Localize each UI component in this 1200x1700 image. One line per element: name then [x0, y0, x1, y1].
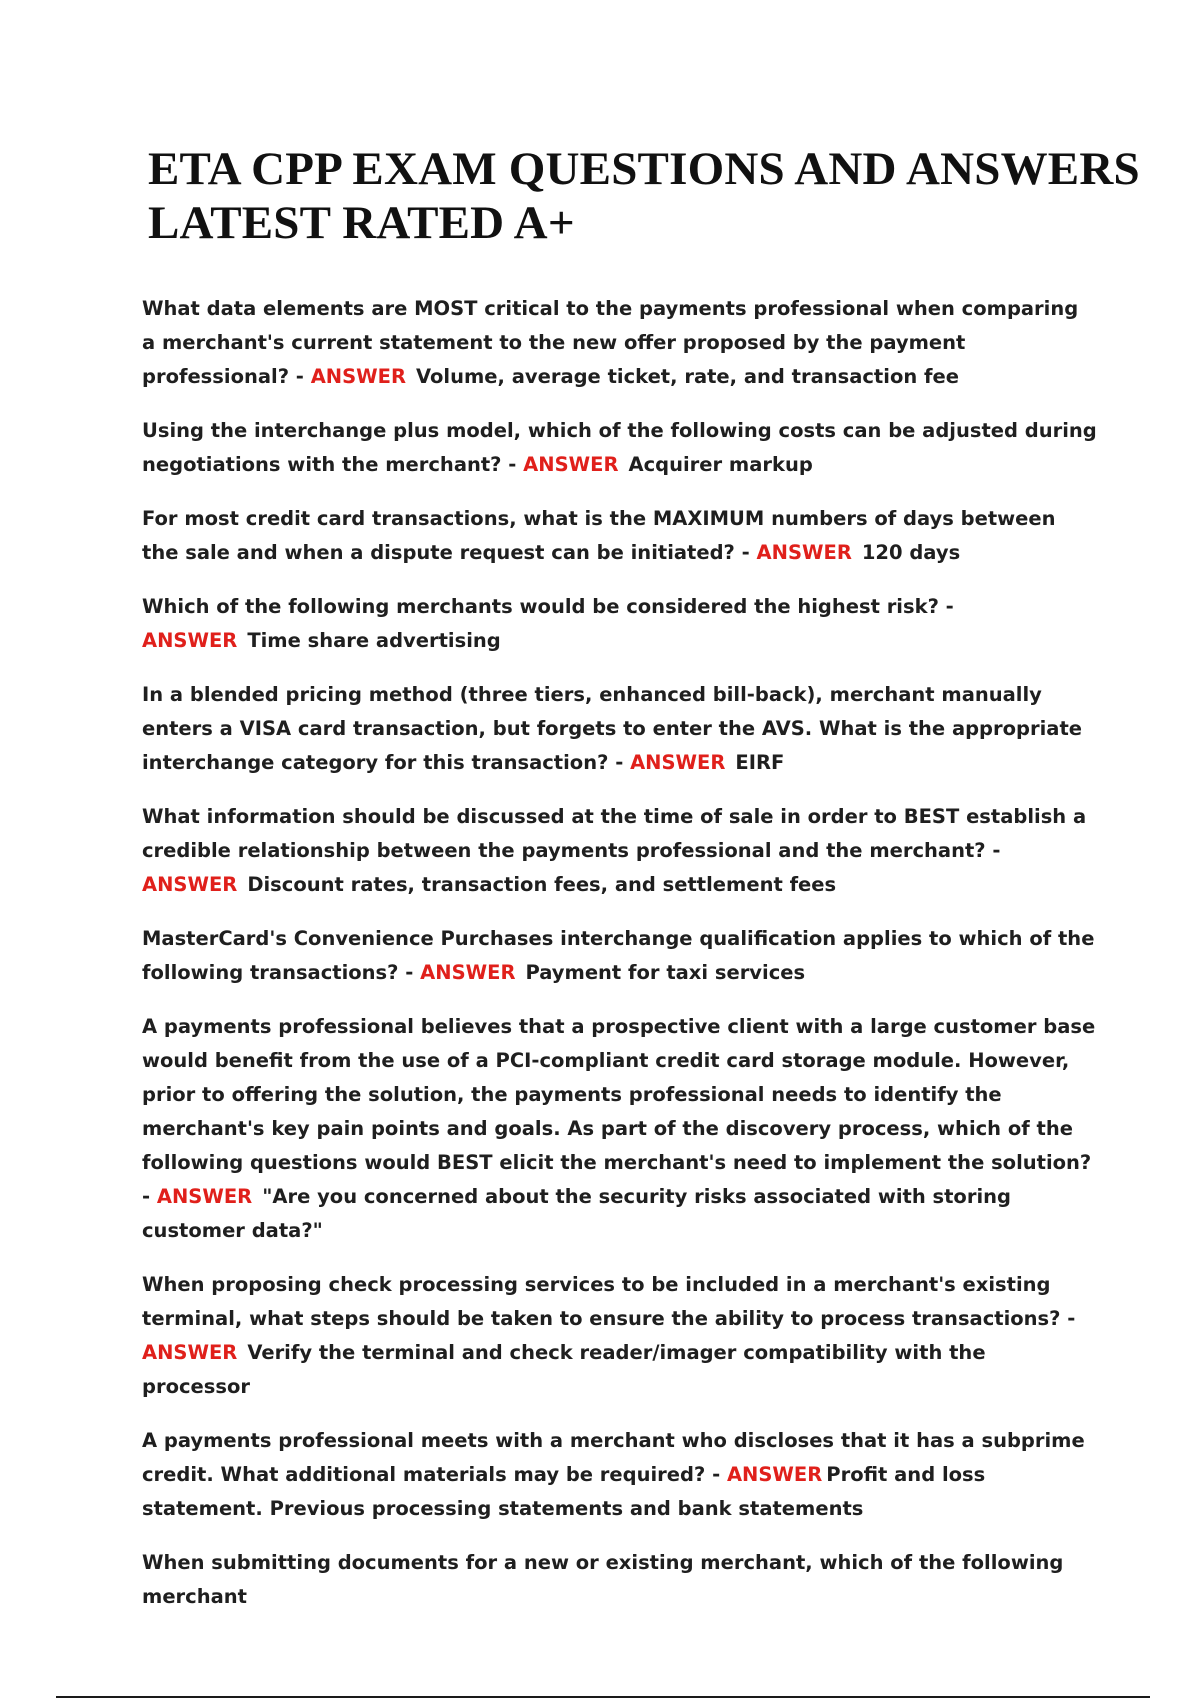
qa-item: A payments professional believes that a prospective client with a large customer base would benefit from the use of a PCI-compliant credit card storage module. However, prior to offering the solution, the payments professional needs to identify the merchant's key pain points and goals. As part of the discovery process, which of the following questions would BEST elicit the merchant's need to implement the solution? - ANSWER "Are you concerned about the security risks associated with storing customer data?"	[142, 1015, 1096, 1242]
question-text: When submitting documents for a new or existing merchant, which of the following merchant	[142, 1551, 1064, 1608]
answer-text: Acquirer markup	[628, 453, 813, 476]
answer-label: ANSWER	[310, 365, 406, 388]
qa-item: Which of the following merchants would be considered the highest risk? - ANSWER Time share advertising	[142, 595, 954, 652]
question-text: For most credit card transactions, what is the MAXIMUM numbers of days between the sale and when a dispute request can be initiated?	[142, 507, 1056, 564]
qa-item: Using the interchange plus model, which of the following costs can be adjusted during negotiations with the merchant? - ANSWER Acquirer markup	[142, 419, 1097, 476]
answer-text: "Are you concerned about the security risks associated with storing customer data?"	[142, 1185, 1011, 1242]
qa-item: When proposing check processing services to be included in a merchant's existing terminal, what steps should be taken to ensure the ability to process transactions? - ANSWER Verify the terminal and check reader/imager compatibility with the processor	[142, 1273, 1076, 1398]
qa-item: For most credit card transactions, what is the MAXIMUM numbers of days between the sale and when a dispute request can be initiated? - ANSWER 120 days	[142, 507, 1056, 564]
document-title: ETA CPP EXAM QUESTIONS AND ANSWERS LATEST RATED A+	[148, 143, 1140, 249]
answer-label: ANSWER	[756, 541, 852, 564]
answer-text: Discount rates, transaction fees, and settlement fees	[247, 873, 837, 896]
question-text: What information should be discussed at the time of sale in order to BEST establish a credible relationship between the payments professional and the merchant?	[142, 805, 1087, 862]
answer-label: ANSWER	[420, 961, 516, 984]
qa-item: What data elements are MOST critical to the payments professional when comparing a merchant's current statement to the new offer proposed by the payment professional? - ANSWER Volume, average ticket, rate, and transaction fee	[142, 297, 1079, 388]
qa-list	[142, 292, 1097, 1634]
qa-item: A payments professional meets with a merchant who discloses that it has a subprime credit. What additional materials may be required? - ANSWER Profit and loss statement. Previous processing statements and bank statements	[142, 1429, 1085, 1520]
answer-label: ANSWER	[523, 453, 619, 476]
answer-text: Profit and loss statement. Previous processing statements and bank statements	[142, 1463, 986, 1520]
answer-text: Payment for taxi services	[525, 961, 806, 984]
page-bottom-rule	[56, 1696, 1150, 1698]
question-text: In a blended pricing method (three tiers, enhanced bill-back), merchant manually enters a VISA card transaction, but forgets to enter the AVS. What is the appropriate interchange category for this transaction?	[142, 683, 1082, 774]
question-text: When proposing check processing services to be included in a merchant's existing terminal, what steps should be taken to ensure the ability to process transactions?	[142, 1273, 1061, 1330]
answer-label: ANSWER	[142, 629, 238, 652]
qa-item: In a blended pricing method (three tiers, enhanced bill-back), merchant manually enters a VISA card transaction, but forgets to enter the AVS. What is the appropriate interchange category for this transaction? - ANSWER EIRF	[142, 683, 1082, 774]
question-text: Which of the following merchants would be considered the highest risk?	[142, 595, 939, 618]
question-text: Using the interchange plus model, which of the following costs can be adjusted during negotiations with the merchant?	[142, 419, 1097, 476]
question-text: MasterCard's Convenience Purchases interchange qualification applies to which of the following transactions?	[142, 927, 1095, 984]
answer-text: Verify the terminal and check reader/imager compatibility with the processor	[142, 1341, 986, 1398]
qa-item: MasterCard's Convenience Purchases interchange qualification applies to which of the following transactions? - ANSWER Payment for taxi services	[142, 927, 1095, 984]
qa-item: What information should be discussed at the time of sale in order to BEST establish a credible relationship between the payments professional and the merchant? - ANSWER Discount rates, transaction fees, and settlement fees	[142, 805, 1087, 896]
question-text: A payments professional meets with a merchant who discloses that it has a subprime credit. What additional materials may be required?	[142, 1429, 1085, 1486]
answer-label: ANSWER	[726, 1463, 823, 1486]
answer-text: 120 days	[861, 541, 961, 564]
answer-text: Volume, average ticket, rate, and transaction fee	[416, 365, 959, 388]
answer-label: ANSWER	[156, 1185, 253, 1208]
answer-label: ANSWER	[142, 873, 238, 896]
answer-text: EIRF	[735, 751, 785, 774]
question-text: A payments professional believes that a prospective client with a large customer base would benefit from the use of a PCI-compliant credit card storage module. However, prior to offering the solution, the payments professional needs to identify the merchant's key pain points and goals. As part of the discovery process, which of the following questions would BEST elicit the merchant's need to implement the solution?	[142, 1015, 1096, 1174]
answer-text: Time share advertising	[247, 629, 501, 652]
qa-item	[142, 1546, 1097, 1614]
answer-label: ANSWER	[630, 751, 726, 774]
question-text: What data elements are MOST critical to the payments professional when comparing a merchant's current statement to the new offer proposed by the payment professional?	[142, 297, 1079, 388]
answer-label: ANSWER	[142, 1341, 238, 1364]
